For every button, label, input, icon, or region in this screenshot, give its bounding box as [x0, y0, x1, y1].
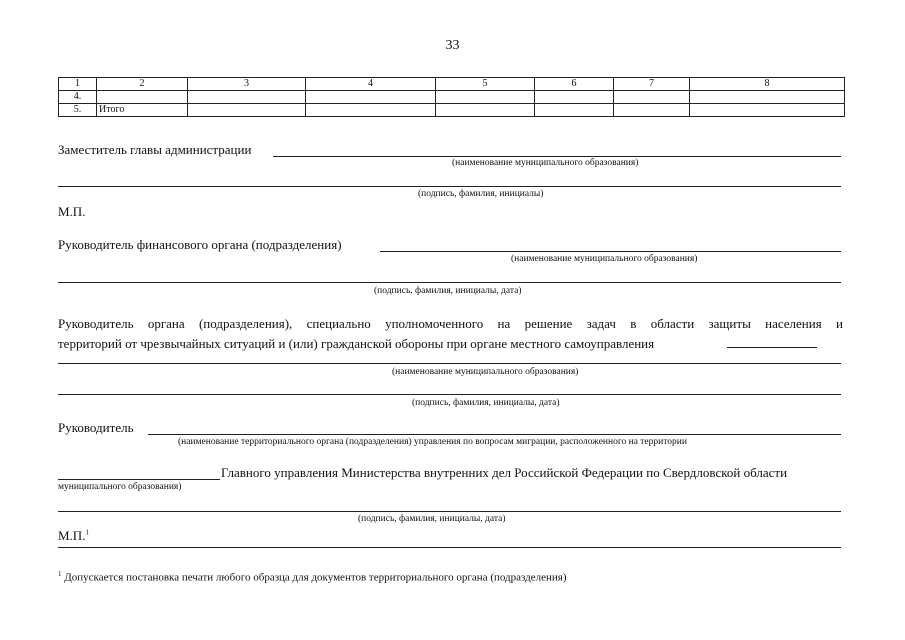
table-header-cell: 1	[59, 78, 97, 91]
table-cell	[436, 91, 535, 104]
page-number: 33	[445, 38, 460, 53]
head-caption-muni: муниципального образования)	[58, 482, 182, 492]
stamp-mark-2	[58, 528, 89, 544]
finance-caption-name: (наименование муниципального образования)	[511, 254, 698, 264]
summary-table	[58, 77, 845, 117]
footnote-text: Допускается постановка печати любого образца для документов территориального органа (подразделения)	[64, 571, 567, 584]
head-muni-line	[58, 479, 220, 480]
table-cell	[690, 104, 845, 117]
table-cell	[97, 91, 188, 104]
stamp-mark-2-text: М.П.	[58, 528, 86, 543]
deputy-caption-sign: (подпись, фамилия, инициалы)	[418, 189, 544, 199]
table-cell	[188, 91, 306, 104]
civil-label-line2: территорий от чрезвычайных ситуаций и (или) гражданской обороны при органе местного самоуправления	[58, 336, 655, 351]
table-cell	[306, 91, 436, 104]
table-cell	[614, 104, 690, 117]
table-header-cell: 7	[614, 78, 690, 91]
civil-sign-line	[58, 394, 841, 395]
head-label-line2: Главного управления Министерства внутренних дел Российской Федерации по Свердловской области	[221, 465, 788, 480]
table-header-cell: 8	[690, 78, 845, 91]
finance-sign-line	[58, 282, 841, 283]
stamp-mark: М.П.	[58, 204, 86, 219]
head-sign-line	[58, 511, 841, 512]
table-cell	[436, 104, 535, 117]
deputy-sign-line	[58, 186, 841, 187]
head-caption-sign: (подпись, фамилия, инициалы, дата)	[358, 514, 506, 524]
footnote-ref: 1	[85, 528, 89, 537]
civil-caption-sign: (подпись, фамилия, инициалы, дата)	[412, 398, 560, 408]
table-row	[59, 104, 845, 117]
table-cell	[535, 104, 614, 117]
table-cell	[306, 104, 436, 117]
table-cell	[535, 91, 614, 104]
table-cell: 5.	[59, 104, 97, 117]
civil-short-line	[727, 347, 817, 348]
civil-name-line	[58, 363, 841, 364]
table-cell	[614, 91, 690, 104]
deputy-caption-name: (наименование муниципального образования)	[452, 158, 639, 168]
deputy-name-line	[273, 156, 841, 157]
table-cell: 4.	[59, 91, 97, 104]
table-cell	[188, 104, 306, 117]
finance-name-line	[380, 251, 841, 252]
deputy-label: Заместитель главы администрации	[58, 142, 252, 157]
table-header-cell: 3	[188, 78, 306, 91]
table-header-cell: 6	[535, 78, 614, 91]
civil-label-line1: Руководитель органа (подразделения), специально уполномоченного на решение задач в области защиты населения и	[58, 316, 843, 331]
footnote-mark: 1	[58, 570, 62, 578]
table-header-cell: 2	[97, 78, 188, 91]
table-header-cell: 5	[436, 78, 535, 91]
table-header-cell: 4	[306, 78, 436, 91]
table-cell	[690, 91, 845, 104]
bottom-line	[58, 547, 841, 548]
finance-label: Руководитель финансового органа (подразделения)	[58, 237, 342, 252]
table-header-row	[59, 78, 845, 91]
table-row	[59, 91, 845, 104]
footnote	[58, 570, 567, 584]
civil-caption-name: (наименование муниципального образования)	[392, 367, 579, 377]
finance-caption-sign: (подпись, фамилия, инициалы, дата)	[374, 286, 522, 296]
head-org-line	[148, 434, 841, 435]
head-caption-org: (наименование территориального органа (подразделения) управления по вопросам миграции, расположенного на территории	[178, 437, 687, 447]
head-label: Руководитель	[58, 420, 134, 435]
table-cell: Итого	[97, 104, 188, 117]
